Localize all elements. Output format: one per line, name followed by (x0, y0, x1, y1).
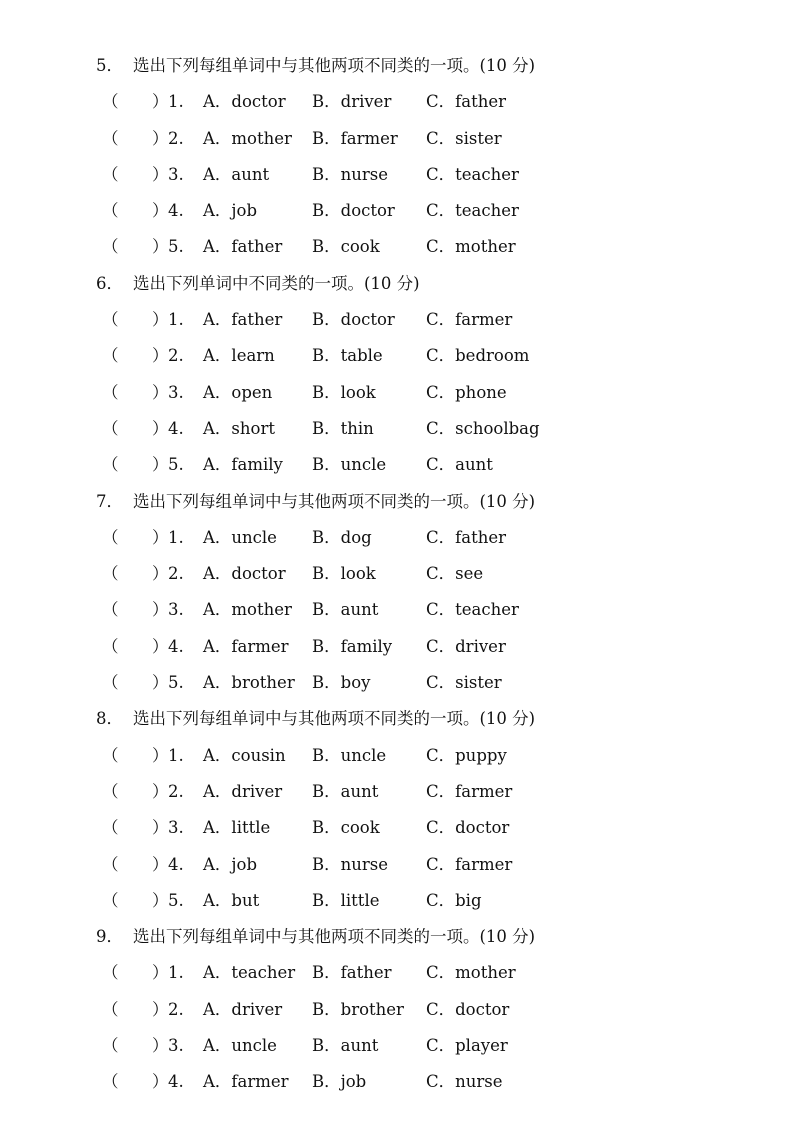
option-c: C．player (426, 1036, 508, 1056)
option-a: A．little (203, 818, 271, 838)
answer-blank-close: ） (152, 527, 169, 547)
answer-blank-close: ） (152, 818, 169, 838)
question-item (0, 955, 794, 991)
item-number: 3. (168, 1036, 184, 1056)
option-b: B．doctor (312, 201, 395, 221)
option-a: A．family (203, 455, 283, 475)
answer-blank-open[interactable]: （ (102, 600, 119, 620)
answer-blank-close: ） (152, 128, 169, 148)
option-b: B．driver (312, 92, 392, 112)
option-a: A．doctor (203, 564, 286, 584)
question-item (0, 883, 794, 919)
answer-blank-close: ） (152, 382, 169, 402)
option-b: B．cook (312, 237, 380, 257)
item-number: 4. (168, 854, 184, 874)
option-b: B．little (312, 890, 380, 910)
answer-blank-open[interactable]: （ (102, 418, 119, 438)
answer-blank-close: ） (152, 310, 169, 330)
answer-blank-close: ） (152, 890, 169, 910)
option-b: B．look (312, 382, 376, 402)
worksheet-page (0, 48, 794, 1101)
option-a: A．farmer (203, 1072, 289, 1092)
option-b: B．father (312, 963, 392, 983)
question-block (0, 701, 794, 919)
item-number: 4. (168, 636, 184, 656)
answer-blank-close: ） (152, 854, 169, 874)
question-block (0, 484, 794, 702)
question-number: 7． (96, 491, 123, 511)
question-item (0, 847, 794, 883)
option-b: B．dog (312, 527, 372, 547)
option-c: C．puppy (426, 745, 507, 765)
answer-blank-open[interactable]: （ (102, 92, 119, 112)
question-item (0, 1064, 794, 1100)
answer-blank-close: ） (152, 455, 169, 475)
answer-blank-open[interactable]: （ (102, 527, 119, 547)
option-c: C．nurse (426, 1072, 503, 1092)
option-c: C．bedroom (426, 346, 530, 366)
question-number: 8． (96, 709, 123, 729)
option-c: C．teacher (426, 600, 519, 620)
question-block (0, 919, 794, 1100)
question-item (0, 447, 794, 483)
question-header (0, 484, 794, 520)
option-a: A．doctor (203, 92, 286, 112)
item-number: 1. (168, 310, 184, 330)
option-b: B．family (312, 636, 393, 656)
option-a: A．father (203, 237, 283, 257)
question-item (0, 810, 794, 846)
item-number: 5. (168, 455, 184, 475)
question-number: 9． (96, 927, 123, 947)
question-item (0, 411, 794, 447)
question-item (0, 157, 794, 193)
option-a: A．father (203, 310, 283, 330)
option-a: A．short (203, 418, 275, 438)
question-item (0, 229, 794, 265)
answer-blank-open[interactable]: （ (102, 382, 119, 402)
option-c: C．see (426, 564, 484, 584)
answer-blank-open[interactable]: （ (102, 890, 119, 910)
option-b: B．boy (312, 673, 371, 693)
option-c: C．farmer (426, 854, 513, 874)
option-b: B．uncle (312, 745, 387, 765)
question-item (0, 84, 794, 120)
option-b: B．look (312, 564, 376, 584)
option-a: A．uncle (203, 1036, 277, 1056)
option-c: C．farmer (426, 310, 513, 330)
answer-blank-open[interactable]: （ (102, 854, 119, 874)
question-item (0, 1028, 794, 1064)
option-b: B．doctor (312, 310, 395, 330)
question-prompt: 选出下列每组单词中与其他两项不同类的一项。(10 分) (133, 927, 536, 947)
answer-blank-open[interactable]: （ (102, 128, 119, 148)
question-header (0, 701, 794, 737)
option-b: B．farmer (312, 128, 398, 148)
answer-blank-open[interactable]: （ (102, 745, 119, 765)
question-item (0, 738, 794, 774)
item-number: 3. (168, 382, 184, 402)
question-item (0, 556, 794, 592)
answer-blank-open[interactable]: （ (102, 346, 119, 366)
answer-blank-open[interactable]: （ (102, 564, 119, 584)
answer-blank-close: ） (152, 781, 169, 801)
answer-blank-open[interactable]: （ (102, 201, 119, 221)
option-a: A．job (203, 854, 258, 874)
option-c: C．schoolbag (426, 418, 540, 438)
item-number: 1. (168, 745, 184, 765)
question-block (0, 48, 794, 266)
answer-blank-close: ） (152, 201, 169, 221)
answer-blank-open[interactable]: （ (102, 310, 119, 330)
question-block (0, 266, 794, 484)
item-number: 5. (168, 673, 184, 693)
option-b: B．job (312, 1072, 367, 1092)
option-c: C．farmer (426, 781, 513, 801)
answer-blank-close: ） (152, 164, 169, 184)
question-number: 5． (96, 56, 123, 75)
option-b: B．aunt (312, 1036, 379, 1056)
answer-blank-open[interactable]: （ (102, 673, 119, 693)
option-a: A．aunt (203, 164, 270, 184)
item-number: 1. (168, 527, 184, 547)
answer-blank-open[interactable]: （ (102, 781, 119, 801)
question-item (0, 375, 794, 411)
option-a: A．but (203, 890, 260, 910)
question-item (0, 992, 794, 1028)
question-header (0, 48, 794, 84)
answer-blank-open[interactable]: （ (102, 636, 119, 656)
option-c: C．driver (426, 636, 506, 656)
option-b: B．nurse (312, 164, 388, 184)
option-c: C．aunt (426, 455, 493, 475)
question-item (0, 121, 794, 157)
option-b: B．uncle (312, 455, 387, 475)
option-c: C．father (426, 92, 506, 112)
option-a: A．learn (203, 346, 275, 366)
answer-blank-close: ） (152, 237, 169, 257)
option-b: B．nurse (312, 854, 388, 874)
answer-blank-close: ） (152, 346, 169, 366)
option-c: C．father (426, 527, 506, 547)
option-a: A．mother (203, 128, 292, 148)
question-header (0, 919, 794, 955)
item-number: 3. (168, 600, 184, 620)
option-a: A．mother (203, 600, 292, 620)
answer-blank-open[interactable]: （ (102, 963, 119, 983)
answer-blank-close: ） (152, 1036, 169, 1056)
question-prompt: 选出下列每组单词中与其他两项不同类的一项。(10 分) (133, 709, 536, 729)
question-item (0, 592, 794, 628)
answer-blank-close: ） (152, 600, 169, 620)
question-item (0, 302, 794, 338)
answer-blank-open[interactable]: （ (102, 1036, 119, 1056)
item-number: 5. (168, 237, 184, 257)
option-c: C．mother (426, 963, 516, 983)
option-c: C．mother (426, 237, 516, 257)
option-a: A．teacher (203, 963, 296, 983)
question-item (0, 193, 794, 229)
option-a: A．brother (203, 673, 295, 693)
answer-blank-close: ） (152, 1072, 169, 1092)
answer-blank-close: ） (152, 564, 169, 584)
answer-blank-open[interactable]: （ (102, 164, 119, 184)
question-header (0, 266, 794, 302)
item-number: 2. (168, 781, 184, 801)
answer-blank-open[interactable]: （ (102, 237, 119, 257)
answer-blank-close: ） (152, 92, 169, 112)
question-item (0, 665, 794, 701)
option-b: B．table (312, 346, 383, 366)
option-b: B．thin (312, 418, 374, 438)
option-c: C．teacher (426, 201, 519, 221)
item-number: 3. (168, 164, 184, 184)
question-item (0, 338, 794, 374)
option-c: C．doctor (426, 999, 510, 1019)
item-number: 2. (168, 128, 184, 148)
item-number: 1. (168, 92, 184, 112)
option-c: C．sister (426, 128, 502, 148)
question-prompt: 选出下列每组单词中与其他两项不同类的一项。(10 分) (133, 56, 536, 75)
item-number: 4. (168, 418, 184, 438)
option-c: C．big (426, 890, 482, 910)
question-number: 6． (96, 273, 123, 293)
option-b: B．cook (312, 818, 380, 838)
option-a: A．open (203, 382, 273, 402)
option-a: A．cousin (203, 745, 286, 765)
option-b: B．aunt (312, 600, 379, 620)
item-number: 4. (168, 1072, 184, 1092)
item-number: 5. (168, 890, 184, 910)
option-c: C．teacher (426, 164, 519, 184)
question-item (0, 520, 794, 556)
option-a: A．driver (203, 999, 283, 1019)
answer-blank-open[interactable]: （ (102, 455, 119, 475)
item-number: 4. (168, 201, 184, 221)
answer-blank-close: ） (152, 673, 169, 693)
question-item (0, 774, 794, 810)
option-c: C．doctor (426, 818, 510, 838)
answer-blank-open[interactable]: （ (102, 999, 119, 1019)
question-prompt: 选出下列单词中不同类的一项。(10 分) (133, 273, 420, 293)
item-number: 2. (168, 999, 184, 1019)
answer-blank-open[interactable]: （ (102, 818, 119, 838)
answer-blank-close: ） (152, 999, 169, 1019)
question-item (0, 629, 794, 665)
answer-blank-close: ） (152, 418, 169, 438)
option-c: C．sister (426, 673, 502, 693)
item-number: 2. (168, 346, 184, 366)
option-a: A．farmer (203, 636, 289, 656)
question-prompt: 选出下列每组单词中与其他两项不同类的一项。(10 分) (133, 491, 536, 511)
item-number: 1. (168, 963, 184, 983)
option-a: A．uncle (203, 527, 277, 547)
option-c: C．phone (426, 382, 507, 402)
answer-blank-close: ） (152, 963, 169, 983)
option-b: B．brother (312, 999, 404, 1019)
answer-blank-close: ） (152, 636, 169, 656)
item-number: 2. (168, 564, 184, 584)
option-b: B．aunt (312, 781, 379, 801)
option-a: A．driver (203, 781, 283, 801)
answer-blank-open[interactable]: （ (102, 1072, 119, 1092)
option-a: A．job (203, 201, 258, 221)
answer-blank-close: ） (152, 745, 169, 765)
item-number: 3. (168, 818, 184, 838)
